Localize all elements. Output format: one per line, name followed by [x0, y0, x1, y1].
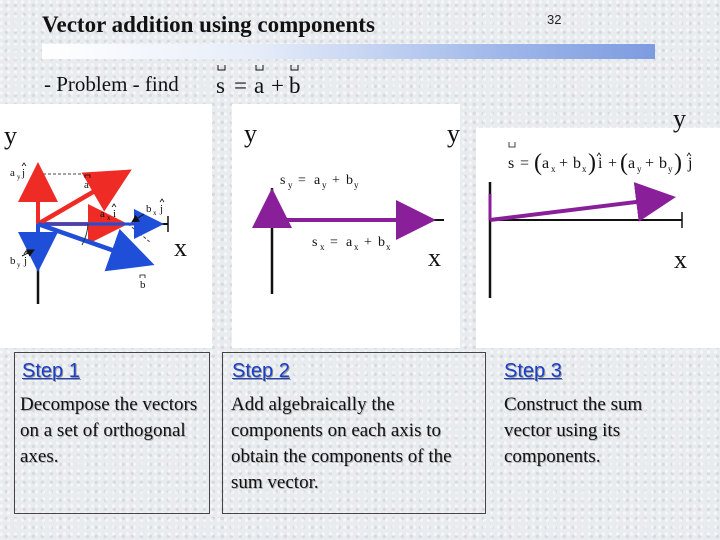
x-axis-label: x	[174, 233, 187, 262]
svg-text:): )	[588, 150, 596, 176]
svg-text:(: (	[620, 150, 628, 176]
step3-heading: Step 3	[504, 360, 562, 382]
problem-label: - Problem - find	[44, 72, 179, 96]
svg-text:+: +	[332, 173, 340, 188]
svg-text:y: y	[288, 180, 293, 190]
svg-text:a: a	[314, 173, 321, 188]
svg-text:j: j	[688, 155, 693, 172]
problem-equation	[212, 60, 312, 100]
step1-diagram	[0, 104, 212, 348]
y-axis-label: y	[4, 121, 17, 150]
eq-a: a	[254, 73, 265, 98]
y-axis-label-left: y	[244, 119, 257, 148]
svg-text:x: x	[582, 164, 587, 174]
step2-diagram	[232, 104, 460, 348]
svg-text:x: x	[551, 164, 556, 174]
x-axis-label: x	[428, 243, 441, 272]
label-ay: a	[10, 167, 15, 179]
svg-text:i: i	[598, 155, 603, 172]
b-projection-line	[128, 224, 150, 242]
svg-text:y: y	[322, 180, 327, 190]
svg-text:b: b	[378, 235, 385, 250]
svg-text:a: a	[542, 155, 550, 172]
label-bx-sub: x	[153, 209, 157, 217]
vector-a-arrow	[38, 174, 124, 224]
step3-diagram	[476, 128, 720, 348]
step2-body: Add algebraically the components on each axis to obtain the components of the sum vector.	[231, 394, 452, 493]
y-axis-label-right: y	[447, 119, 460, 148]
label-ay-sub: y	[17, 173, 21, 181]
step3-diagram-panel	[476, 104, 720, 348]
step1-heading: Step 1	[22, 360, 80, 382]
svg-text:(: (	[534, 150, 542, 176]
svg-text:s: s	[508, 155, 515, 172]
svg-text:s: s	[280, 173, 286, 188]
sum-vector-arrow	[490, 198, 668, 220]
label-by-j: j	[24, 255, 28, 267]
vector-marks	[218, 65, 298, 70]
svg-text:=: =	[298, 173, 306, 188]
eq-s: s	[216, 73, 225, 98]
svg-text:+: +	[559, 155, 569, 172]
svg-text:+: +	[608, 155, 618, 172]
step2-diagram-panel	[232, 104, 460, 348]
eq-b: b	[289, 73, 301, 98]
sx-equation	[312, 235, 391, 252]
bx-pointer	[132, 214, 144, 222]
svg-text:s: s	[312, 235, 318, 250]
label-a: a	[84, 179, 89, 191]
step3-body: Construct the sum vector using its components.	[504, 394, 643, 467]
slide-title: Vector addition using components	[42, 12, 375, 37]
svg-text:y: y	[637, 164, 642, 174]
step1-body: Decompose the vectors on a set of orthogonal axes.	[20, 394, 198, 467]
vector-b-arrow	[38, 224, 146, 262]
eq-plus: +	[271, 73, 284, 98]
eq-equals: =	[234, 73, 247, 98]
svg-text:y: y	[668, 164, 673, 174]
svg-text:x: x	[386, 242, 391, 252]
label-by-sub: y	[17, 261, 21, 269]
svg-text:y: y	[354, 180, 359, 190]
svg-text:): )	[674, 150, 682, 176]
label-ay-j: j	[22, 167, 26, 179]
svg-text:b: b	[573, 155, 581, 172]
slide-number: 32	[547, 12, 562, 27]
sy-equation	[280, 173, 359, 190]
svg-text:b: b	[346, 173, 353, 188]
label-b: b	[140, 279, 146, 291]
label-by: b	[10, 255, 16, 267]
svg-text:=: =	[520, 155, 530, 172]
label-ax: a	[100, 208, 105, 220]
svg-text:+: +	[364, 235, 372, 250]
svg-text:a: a	[628, 155, 636, 172]
x-axis-label: x	[674, 245, 687, 274]
label-ax-sub: x	[107, 214, 111, 222]
label-ax-i: i	[113, 208, 117, 220]
label-bx-j: j	[160, 203, 164, 215]
svg-text:a: a	[346, 235, 353, 250]
svg-text:=: =	[330, 235, 338, 250]
step1-diagram-panel	[0, 104, 212, 348]
step2-heading: Step 2	[232, 360, 290, 382]
title-underline-bar	[42, 44, 655, 59]
svg-text:x: x	[320, 242, 325, 252]
sum-equation	[508, 150, 692, 176]
svg-text:x: x	[354, 242, 359, 252]
svg-text:+: +	[645, 155, 655, 172]
label-bx: b	[146, 203, 152, 215]
svg-text:b: b	[659, 155, 667, 172]
y-axis-label: y	[673, 104, 686, 133]
